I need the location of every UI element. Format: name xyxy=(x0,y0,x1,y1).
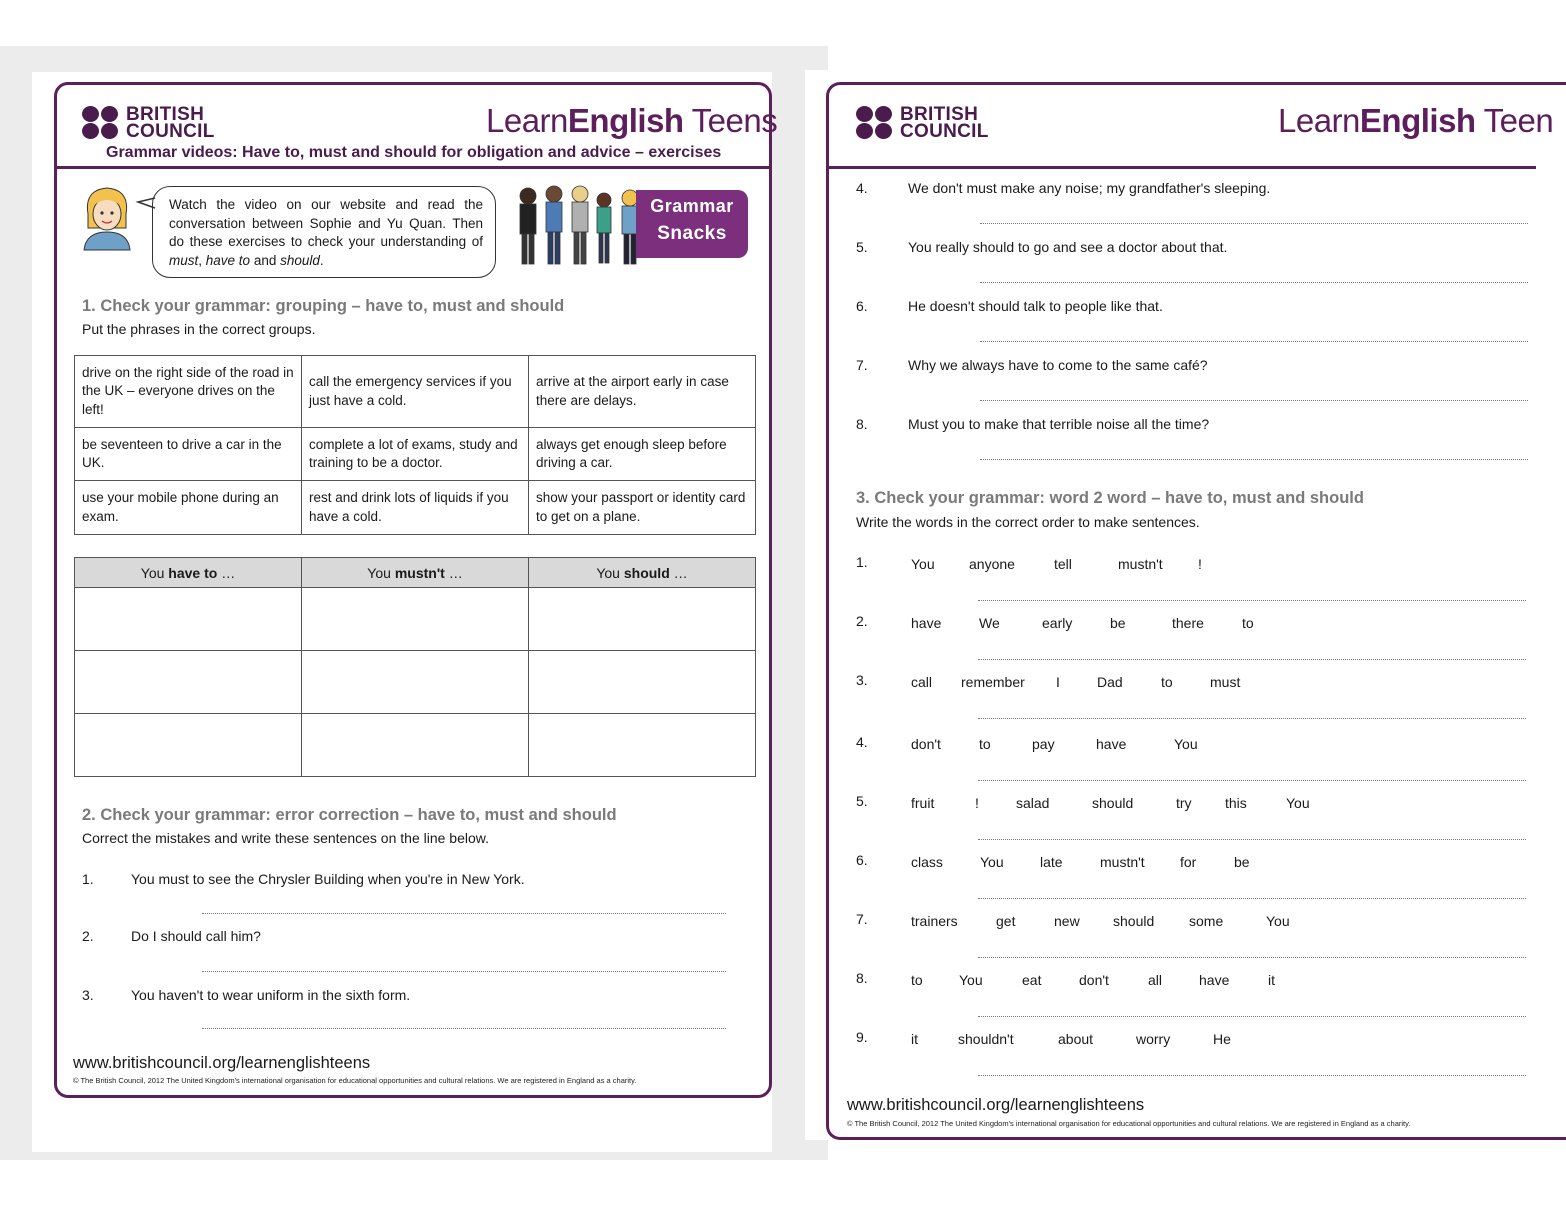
learnenglish-teens-brand: LearnEnglish Teens xyxy=(486,102,778,139)
word-chip: some xyxy=(1189,913,1224,929)
word-chip: You xyxy=(1266,913,1290,929)
section2-title: 2. Check your grammar: error correction – have to, must and should xyxy=(82,806,617,824)
answer-cell[interactable] xyxy=(75,651,302,714)
table-row xyxy=(75,714,756,777)
logo-line1: BRITISH xyxy=(900,104,979,125)
word-chip: must xyxy=(1210,674,1241,690)
answer-line[interactable] xyxy=(980,341,1528,342)
word-chip: You xyxy=(980,854,1004,870)
table-row xyxy=(75,428,756,481)
table-row xyxy=(75,651,756,714)
word-chip: mustn't xyxy=(1100,854,1145,870)
footer-copyright-right: © The British Council, 2012 The United Kingdom's international organisation for educational opportunities and cultural relations. We are registered in England as a charity. xyxy=(847,1119,1411,1128)
table-row xyxy=(75,356,756,428)
word-order-number: 2. xyxy=(856,613,868,629)
groups-header-row xyxy=(75,558,756,588)
word-chip: get xyxy=(996,913,1016,929)
phrase-cell: be seventeen to drive a car in the UK. xyxy=(75,428,302,481)
word-chip: don't xyxy=(911,736,941,752)
word-chip: You xyxy=(959,972,983,988)
word-chip: mustn't xyxy=(1118,556,1163,572)
word-chip: You xyxy=(1174,736,1198,752)
answer-line[interactable] xyxy=(978,898,1526,899)
word-chip: fruit xyxy=(911,795,935,811)
header-have-to: You have to … xyxy=(75,558,302,588)
word-chip: ! xyxy=(1198,556,1202,572)
word-chip: early xyxy=(1042,615,1073,631)
answer-line[interactable] xyxy=(978,839,1526,840)
phrase-cell: always get enough sleep before driving a car. xyxy=(529,428,756,481)
footer-url-left[interactable]: www.britishcouncil.org/learnenglishteens xyxy=(73,1054,371,1072)
word-chip: class xyxy=(911,854,943,870)
word-order-number: 9. xyxy=(856,1029,868,1045)
section3-title: 3. Check your grammar: word 2 word – have to, must and should xyxy=(856,489,1364,507)
word-order-number: 5. xyxy=(856,793,868,809)
word-chip: to xyxy=(1161,674,1173,690)
word-chip: have xyxy=(1096,736,1127,752)
grammar-snacks-badge xyxy=(636,190,748,258)
section1-title: 1. Check your grammar: grouping – have to, must and should xyxy=(82,297,565,315)
badge-line1: Grammar xyxy=(650,196,734,216)
word-chip: late xyxy=(1040,854,1063,870)
logo-line2: COUNCIL xyxy=(900,121,989,142)
word-chip: to xyxy=(911,972,923,988)
word-chip: salad xyxy=(1016,795,1050,811)
word-chip: be xyxy=(1234,854,1250,870)
word-chip: anyone xyxy=(969,556,1015,572)
word-chip: shouldn't xyxy=(958,1031,1014,1047)
table-row xyxy=(75,481,756,535)
answer-cell[interactable] xyxy=(302,588,529,651)
word-chip: tell xyxy=(1054,556,1072,572)
phrase-cell: use your mobile phone during an exam. xyxy=(75,481,302,535)
word-chip: worry xyxy=(1136,1031,1171,1047)
british-council-dots-logo-icon xyxy=(856,106,894,140)
word-chip: to xyxy=(979,736,991,752)
word-chip: We xyxy=(979,615,1000,631)
answer-cell[interactable] xyxy=(302,651,529,714)
british-council-dots-logo-icon xyxy=(82,106,120,140)
word-chip: there xyxy=(1172,615,1204,631)
phrase-cell: show your passport or identity card to get on a plane. xyxy=(529,481,756,535)
phrase-cell: arrive at the airport early in case there are delays. xyxy=(529,356,756,428)
word-chip: try xyxy=(1176,795,1192,811)
word-chip: about xyxy=(1058,1031,1094,1047)
word-chip: should xyxy=(1092,795,1134,811)
british-council-logo xyxy=(82,106,215,140)
logo-line1: BRITISH xyxy=(126,104,205,125)
answer-line[interactable] xyxy=(980,282,1528,283)
answer-line[interactable] xyxy=(980,223,1528,224)
answer-cell[interactable] xyxy=(529,651,756,714)
answer-cell[interactable] xyxy=(529,714,756,777)
answer-line[interactable] xyxy=(978,718,1526,719)
answer-cell[interactable] xyxy=(75,714,302,777)
answer-line[interactable] xyxy=(202,913,726,914)
word-chip: remember xyxy=(961,674,1025,690)
word-order-number: 4. xyxy=(856,734,868,750)
word-chip: He xyxy=(1213,1031,1231,1047)
header-rule-right xyxy=(828,166,1536,169)
header-should: You should … xyxy=(529,558,756,588)
footer-url-right[interactable]: www.britishcouncil.org/learnenglishteens xyxy=(847,1096,1145,1114)
word-chip: it xyxy=(1268,972,1275,988)
word-chip: pay xyxy=(1032,736,1055,752)
word-chip: it xyxy=(911,1031,918,1047)
word-order-number: 8. xyxy=(856,970,868,986)
answer-line[interactable] xyxy=(978,957,1526,958)
grammar-snacks-characters-icon xyxy=(514,182,654,268)
word-chip: You xyxy=(1286,795,1310,811)
answer-line[interactable] xyxy=(978,1075,1526,1076)
british-council-logo-right xyxy=(856,106,989,140)
badge-line2: Snacks xyxy=(657,223,727,244)
answer-line[interactable] xyxy=(202,1028,726,1029)
word-chip: have xyxy=(911,615,942,631)
header-rule xyxy=(56,166,770,169)
logo-line2: COUNCIL xyxy=(126,121,215,142)
table-row xyxy=(75,588,756,651)
phrase-cell: drive on the right side of the road in the UK – everyone drives on the left! xyxy=(75,356,302,428)
phrase-cell: complete a lot of exams, study and training to be a doctor. xyxy=(302,428,529,481)
word-chip: call xyxy=(911,674,933,690)
sophie-avatar-icon xyxy=(80,184,134,250)
word-chip: should xyxy=(1113,913,1155,929)
answer-line[interactable] xyxy=(978,600,1526,601)
word-order-number: 3. xyxy=(856,672,868,688)
footer-copyright-left: © The British Council, 2012 The United Kingdom's international organisation for educational opportunities and cultural relations. We are registered in England as a charity. xyxy=(73,1076,637,1085)
phrase-cell: rest and drink lots of liquids if you have a cold. xyxy=(302,481,529,535)
word-chip: ! xyxy=(975,795,979,811)
word-chip: eat xyxy=(1022,972,1042,988)
answer-line[interactable] xyxy=(978,1016,1526,1017)
word-chip: to xyxy=(1242,615,1254,631)
answer-cell[interactable] xyxy=(75,588,302,651)
phrases-table xyxy=(74,355,756,535)
worksheet-subtitle: Grammar videos: Have to, must and should for obligation and advice – exercises xyxy=(106,144,722,161)
answer-line[interactable] xyxy=(202,971,726,972)
word-chip: be xyxy=(1110,615,1126,631)
word-order-number: 7. xyxy=(856,911,868,927)
word-chip: You xyxy=(911,556,935,572)
section1-instruction: Put the phrases in the correct groups. xyxy=(82,321,316,337)
word-chip: trainers xyxy=(911,913,958,929)
word-chip: have xyxy=(1199,972,1230,988)
answer-line[interactable] xyxy=(980,459,1528,460)
word-chip: don't xyxy=(1079,972,1109,988)
answer-line[interactable] xyxy=(980,400,1528,401)
word-chip: new xyxy=(1054,913,1080,929)
word-chip: this xyxy=(1225,795,1247,811)
answer-cell[interactable] xyxy=(302,714,529,777)
header-mustnt: You mustn't … xyxy=(302,558,529,588)
word-chip: for xyxy=(1180,854,1197,870)
learnenglish-teens-brand-right: LearnEnglish Teen xyxy=(1278,102,1554,139)
answer-line[interactable] xyxy=(978,780,1526,781)
word-order-number: 6. xyxy=(856,852,868,868)
phrase-cell: call the emergency services if you just have a cold. xyxy=(302,356,529,428)
section2-instruction: Correct the mistakes and write these sentences on the line below. xyxy=(82,830,489,846)
intro-speech-bubble: Watch the video on our website and read the conversation between Sophie and Yu Quan. Then do these exercises to check your understanding of must, have to and should. xyxy=(152,186,496,278)
answer-cell[interactable] xyxy=(529,588,756,651)
section3-instruction: Write the words in the correct order to make sentences. xyxy=(856,514,1200,530)
word-order-number: 1. xyxy=(856,554,868,570)
word-chip: Dad xyxy=(1097,674,1123,690)
answer-line[interactable] xyxy=(978,659,1526,660)
groups-table xyxy=(74,557,756,777)
word-chip: all xyxy=(1148,972,1163,988)
word-chip: I xyxy=(1056,674,1060,690)
